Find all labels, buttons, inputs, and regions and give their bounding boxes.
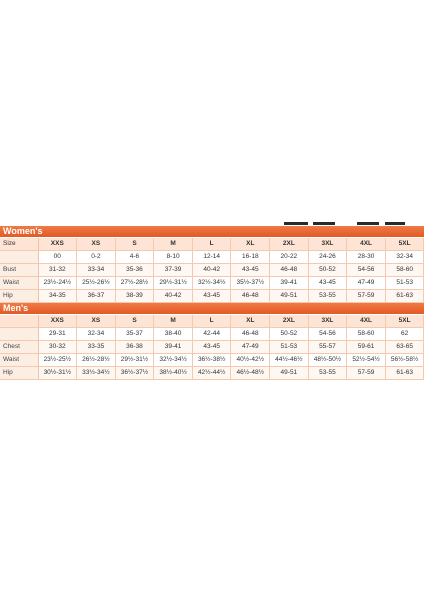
- table-cell: 24-26: [308, 251, 347, 264]
- table-cell: 27½-28½: [115, 277, 154, 290]
- column-header: L: [192, 315, 231, 328]
- table-cell: 39-41: [270, 277, 309, 290]
- column-header: 5XL: [385, 238, 424, 251]
- table-cell: 50-52: [308, 264, 347, 277]
- size-chart: [0, 226, 424, 380]
- table-cell: 61-63: [385, 290, 424, 303]
- row-label: [0, 328, 38, 341]
- table-cell: 42½-44½: [192, 367, 231, 380]
- table-cell: 20-22: [270, 251, 309, 264]
- table-row: [0, 367, 424, 380]
- table-cell: 39-41: [154, 341, 193, 354]
- artifact-bar: [284, 222, 308, 225]
- mens-section-header: Men's: [0, 303, 424, 315]
- table-cell: 46½-48½: [231, 367, 270, 380]
- table-cell: 23½-24½: [38, 277, 77, 290]
- table-cell: 32½-34½: [154, 354, 193, 367]
- table-cell: 35-36: [115, 264, 154, 277]
- row-label: Waist: [0, 354, 38, 367]
- table-cell: 28-30: [347, 251, 386, 264]
- table-cell: 36-38: [115, 341, 154, 354]
- table-cell: 43-45: [192, 341, 231, 354]
- table-cell: 34-35: [38, 290, 77, 303]
- table-cell: 43-45: [308, 277, 347, 290]
- column-header: XS: [77, 315, 116, 328]
- row-label: Hip: [0, 367, 38, 380]
- womens-size-row: [0, 238, 424, 251]
- womens-section-header: Women's: [0, 226, 424, 238]
- table-cell: 42-44: [192, 328, 231, 341]
- table-row: [0, 277, 424, 290]
- table-cell: 46-48: [231, 328, 270, 341]
- table-row: [0, 264, 424, 277]
- column-header: XS: [77, 238, 116, 251]
- row-label: Bust: [0, 264, 38, 277]
- table-cell: 35½-37½: [231, 277, 270, 290]
- table-cell: 37-39: [154, 264, 193, 277]
- table-cell: 54-56: [308, 328, 347, 341]
- table-cell: 43-45: [192, 290, 231, 303]
- table-cell: 0-2: [77, 251, 116, 264]
- column-header: 2XL: [270, 315, 309, 328]
- table-cell: 43-45: [231, 264, 270, 277]
- table-cell: 32½-34½: [192, 277, 231, 290]
- table-row: [0, 251, 424, 264]
- table-cell: 58-60: [347, 328, 386, 341]
- row-label: [0, 251, 38, 264]
- table-cell: 52½-54½: [347, 354, 386, 367]
- table-cell: 30½-31½: [38, 367, 77, 380]
- table-cell: 44½-46½: [270, 354, 309, 367]
- table-cell: 33½-34½: [77, 367, 116, 380]
- column-header: S: [115, 315, 154, 328]
- table-cell: 57-59: [347, 290, 386, 303]
- table-cell: 62: [385, 328, 424, 341]
- table-cell: 47-49: [347, 277, 386, 290]
- table-cell: 32-34: [77, 328, 116, 341]
- row-label: Size: [0, 238, 38, 251]
- table-cell: 54-56: [347, 264, 386, 277]
- table-cell: 51-53: [385, 277, 424, 290]
- column-header: L: [192, 238, 231, 251]
- table-cell: 46-48: [270, 264, 309, 277]
- table-cell: 48½-50½: [308, 354, 347, 367]
- table-cell: 12-14: [192, 251, 231, 264]
- table-cell: 23½-25½: [38, 354, 77, 367]
- table-cell: 53-55: [308, 290, 347, 303]
- row-label: Hip: [0, 290, 38, 303]
- mens-size-table: [0, 315, 424, 380]
- table-cell: 53-55: [308, 367, 347, 380]
- artifact-bar: [313, 222, 335, 225]
- table-cell: 33-35: [77, 341, 116, 354]
- column-header: M: [154, 238, 193, 251]
- table-cell: 47-49: [231, 341, 270, 354]
- table-row: [0, 341, 424, 354]
- table-cell: 16-18: [231, 251, 270, 264]
- table-cell: 33-34: [77, 264, 116, 277]
- row-label: [0, 315, 38, 328]
- table-cell: 26½-28½: [77, 354, 116, 367]
- table-row: [0, 328, 424, 341]
- table-cell: 29½-31½: [154, 277, 193, 290]
- table-cell: 58-60: [385, 264, 424, 277]
- column-header: 4XL: [347, 238, 386, 251]
- column-header: M: [154, 315, 193, 328]
- column-header: 5XL: [385, 315, 424, 328]
- table-cell: 36-37: [77, 290, 116, 303]
- table-cell: 35-37: [115, 328, 154, 341]
- table-cell: 38-40: [154, 328, 193, 341]
- table-cell: 59-61: [347, 341, 386, 354]
- table-cell: 36½-38½: [192, 354, 231, 367]
- table-cell: 46-48: [231, 290, 270, 303]
- table-cell: 29-31: [38, 328, 77, 341]
- table-cell: 40½-42½: [231, 354, 270, 367]
- table-cell: 38-39: [115, 290, 154, 303]
- mens-size-row: [0, 315, 424, 328]
- column-header: 3XL: [308, 315, 347, 328]
- table-cell: 40-42: [154, 290, 193, 303]
- table-cell: 63-65: [385, 341, 424, 354]
- table-cell: 31-32: [38, 264, 77, 277]
- table-cell: 49-51: [270, 290, 309, 303]
- table-cell: 30-32: [38, 341, 77, 354]
- table-cell: 00: [38, 251, 77, 264]
- column-header: 2XL: [270, 238, 309, 251]
- womens-size-table: [0, 238, 424, 303]
- row-label: Waist: [0, 277, 38, 290]
- table-cell: 25½-26½: [77, 277, 116, 290]
- table-cell: 56½-58½: [385, 354, 424, 367]
- table-cell: 4-6: [115, 251, 154, 264]
- column-header: S: [115, 238, 154, 251]
- table-cell: 38½-40½: [154, 367, 193, 380]
- column-header: XXS: [38, 238, 77, 251]
- table-cell: 36½-37½: [115, 367, 154, 380]
- column-header: 4XL: [347, 315, 386, 328]
- table-row: [0, 354, 424, 367]
- column-header: XXS: [38, 315, 77, 328]
- table-cell: 51-53: [270, 341, 309, 354]
- table-cell: 50-52: [270, 328, 309, 341]
- row-label: Chest: [0, 341, 38, 354]
- table-cell: 49-51: [270, 367, 309, 380]
- table-cell: 61-63: [385, 367, 424, 380]
- table-cell: 32-34: [385, 251, 424, 264]
- table-row: [0, 290, 424, 303]
- column-header: XL: [231, 315, 270, 328]
- table-cell: 8-10: [154, 251, 193, 264]
- table-cell: 57-59: [347, 367, 386, 380]
- table-cell: 55-57: [308, 341, 347, 354]
- table-cell: 29½-31½: [115, 354, 154, 367]
- artifact-bar: [385, 222, 405, 225]
- column-header: 3XL: [308, 238, 347, 251]
- artifact-bar: [357, 222, 379, 225]
- table-cell: 40-42: [192, 264, 231, 277]
- column-header: XL: [231, 238, 270, 251]
